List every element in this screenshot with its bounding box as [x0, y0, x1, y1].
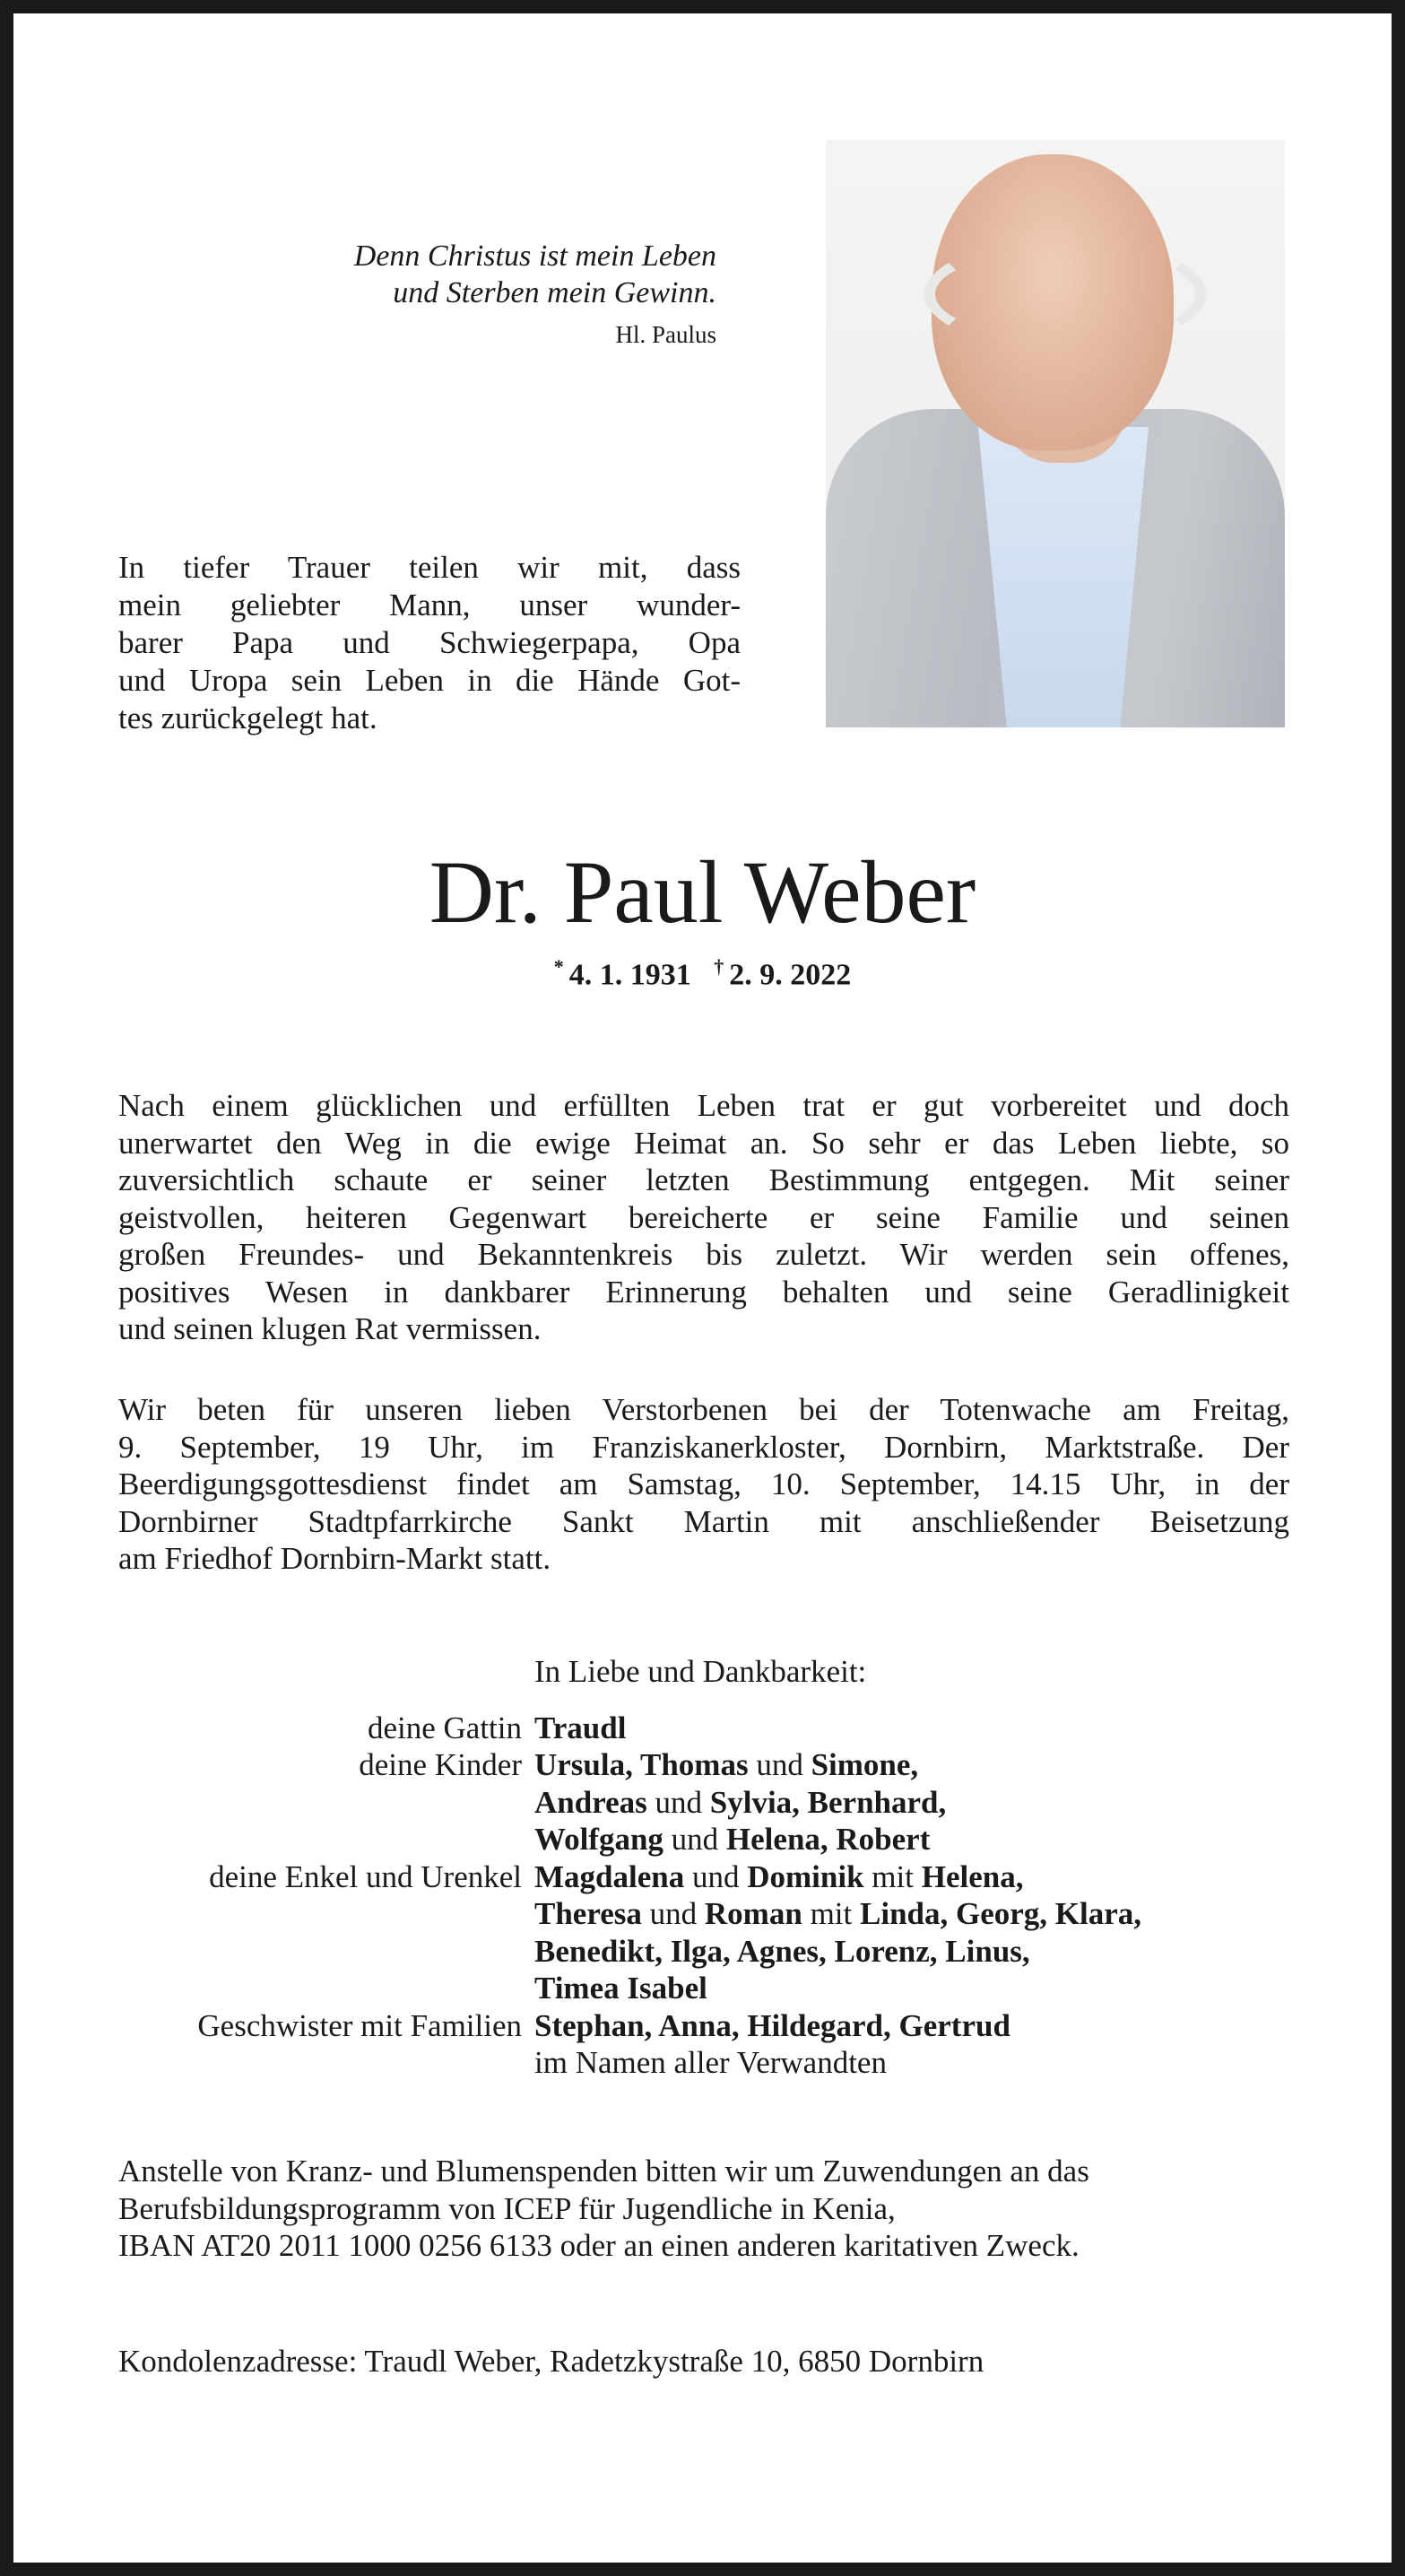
paragraph2-line: Dornbirner Stadtpfarrkirche Sankt Martin mit anschließender Beisetzung: [118, 1503, 1289, 1539]
paragraph1-line: positives Wesen in dankbarer Erinnerung behalten und seine Geradlinigkeit: [118, 1274, 1289, 1310]
family-row: [118, 1746, 1289, 1784]
donation-note: [118, 2153, 1289, 2265]
relation-label: [118, 1970, 534, 2007]
death-symbol: †: [714, 955, 724, 978]
paragraph1-line: unerwartet den Weg in die ewige Heimat an. So sehr er das Leben liebte, so: [118, 1125, 1289, 1161]
paragraph1-line: großen Freundes- und Bekanntenkreis bis zuletzt. Wir werden sein offenes,: [118, 1237, 1289, 1272]
paragraph2-line: Beerdigungsgottesdienst findet am Samstag, 10. September, 14.15 Uhr, in der: [118, 1466, 1289, 1501]
connector-text: mit: [863, 1858, 922, 1894]
condolence-address: Kondolenzadresse: Traudl Weber, Radetzkystraße 10, 6850 Dornbirn: [118, 2344, 984, 2379]
relation-label: Geschwister mit Familien: [197, 2007, 522, 2043]
family-name: Theresa: [534, 1896, 642, 1931]
donation-line: Berufsbildungsprogramm von ICEP für Jugendliche in Kenia,: [118, 2190, 896, 2226]
family-row: [118, 1970, 1289, 2007]
connector-text: im Namen aller Verwandten: [534, 2045, 887, 2080]
connector-text: und: [663, 1822, 726, 1857]
relation-label: [118, 2044, 534, 2082]
birth-date: 4. 1. 1931: [568, 958, 691, 992]
family-name: Benedikt, Ilga, Agnes, Lorenz, Linus,: [534, 1933, 1030, 1969]
family-row: [118, 1895, 1289, 1933]
quote-line: und Sterben mein Gewinn.: [393, 276, 716, 309]
portrait-photo: [826, 140, 1285, 727]
connector-text: und: [684, 1858, 748, 1894]
quote-line: Denn Christus ist mein Leben: [353, 239, 716, 273]
family-row: [118, 1821, 1289, 1858]
paragraph1-line: zuversichtlich schaute er seiner letzten Bestimmung entgegen. Mit seiner: [118, 1162, 1289, 1197]
paragraph2-line: am Friedhof Dornbirn-Markt statt.: [118, 1541, 551, 1576]
paragraph1-line: Nach einem glücklichen und erfüllten Leben trat er gut vorbereitet und doch: [118, 1088, 1289, 1123]
family-name: Ursula, Thomas: [534, 1747, 749, 1782]
connector-text: und: [748, 1747, 811, 1782]
family-name: Andreas: [534, 1784, 647, 1820]
life-dates: [13, 955, 1392, 992]
family-heading: In Liebe und Dankbarkeit:: [534, 1654, 867, 1689]
family-list: [118, 1653, 1289, 2082]
family-row: [118, 1710, 1289, 1747]
family-row: [118, 1933, 1289, 1971]
family-name: Helena, Robert: [725, 1822, 931, 1857]
intro-line: mein geliebter Mann, unser wunder-: [118, 587, 741, 622]
family-row: [118, 1858, 1289, 1896]
relation-label: [118, 1784, 534, 1822]
donation-line: IBAN AT20 2011 1000 0256 6133 oder an einen anderen karitativen Zweck.: [118, 2228, 1080, 2263]
family-name: Sylvia, Bernhard,: [709, 1784, 947, 1820]
paragraph2-line: 9. September, 19 Uhr, im Franziskanerkloster, Dornbirn, Marktstraße. Der: [118, 1429, 1289, 1465]
intro-text: [118, 549, 741, 737]
obituary-page: [13, 13, 1392, 2563]
family-name: Stephan, Anna, Hildegard, Gertrud: [534, 2007, 1010, 2043]
paragraph2-line: Wir beten für unseren lieben Verstorbenen bei der Totenwache am Freitag,: [118, 1392, 1289, 1427]
intro-line: In tiefer Trauer teilen wir mit, dass: [118, 550, 741, 585]
intro-line: und Uropa sein Leben in die Hände Got-: [118, 663, 741, 698]
family-row: [118, 2044, 1289, 2082]
intro-line: tes zurückgelegt hat.: [118, 701, 377, 735]
family-name: Simone,: [811, 1747, 919, 1782]
family-name: Magdalena: [534, 1858, 685, 1894]
family-name: Dominik: [747, 1858, 864, 1894]
connector-text: mit: [802, 1896, 860, 1931]
connector-text: und: [641, 1896, 705, 1931]
paragraph-life: [118, 1087, 1289, 1348]
family-name: Helena,: [921, 1858, 1024, 1894]
family-name: Wolfgang: [534, 1822, 663, 1857]
relation-label: [118, 1821, 534, 1858]
relation-label: [118, 1895, 534, 1933]
birth-symbol: *: [553, 955, 564, 978]
death-date: 2. 9. 2022: [729, 958, 852, 992]
paragraph1-line: und seinen klugen Rat vermissen.: [118, 1311, 542, 1346]
deceased-name: Dr. Paul Weber: [429, 842, 976, 942]
family-name: Traudl: [534, 1710, 627, 1745]
intro-line: barer Papa und Schwiegerpapa, Opa: [118, 625, 741, 660]
family-name: Roman: [704, 1896, 802, 1931]
relation-label: deine Enkel und Urenkel: [209, 1858, 522, 1894]
relation-label: [118, 1933, 534, 1971]
donation-line: Anstelle von Kranz- und Blumenspenden bitten wir um Zuwendungen an das: [118, 2154, 1089, 2189]
family-row: [118, 1784, 1289, 1822]
paragraph-funeral: [118, 1391, 1289, 1578]
bible-quote: [354, 238, 716, 353]
connector-text: und: [646, 1784, 710, 1820]
paragraph1-line: geistvollen, heiteren Gegenwart bereicherte er seine Familie und seinen: [118, 1199, 1289, 1235]
family-row: [118, 2007, 1289, 2045]
family-name: Linda, Georg, Klara,: [860, 1896, 1142, 1931]
family-name: Timea Isabel: [534, 1971, 707, 2006]
quote-source: Hl. Paulus: [615, 321, 716, 348]
relation-label: deine Kinder: [359, 1747, 522, 1782]
relation-label: deine Gattin: [367, 1710, 522, 1745]
